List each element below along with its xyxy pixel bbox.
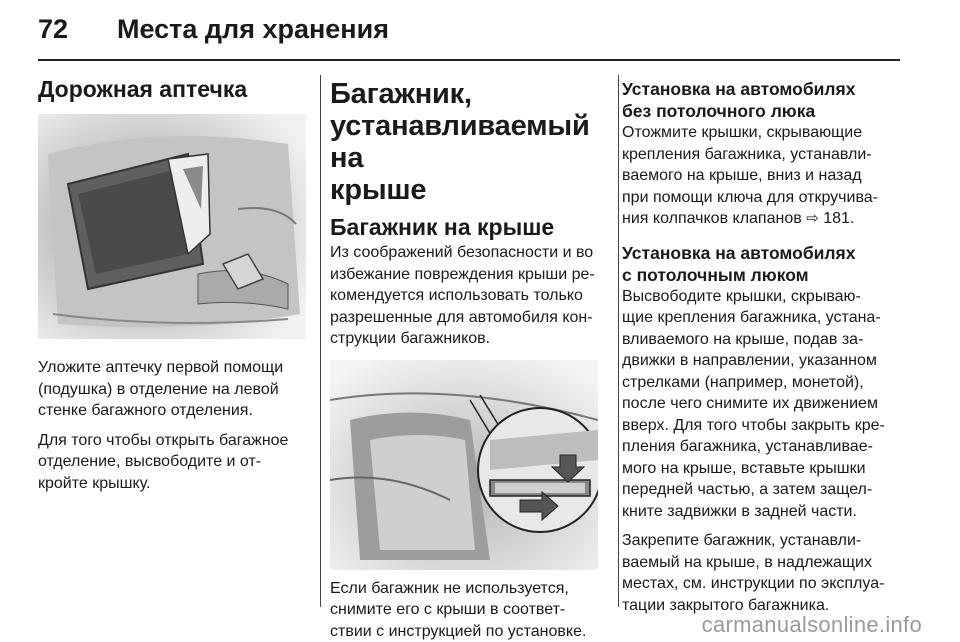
paragraph-line: избежание повреждения крыши ре- (330, 265, 595, 283)
paragraph-line: Если багажник не используется, (330, 579, 569, 597)
paragraph-line: (подушка) в отделение на левой (38, 380, 279, 398)
roof-rack-mount-illustration (330, 360, 598, 570)
subheading-line: Установка на автомобилях (622, 242, 856, 263)
first-aid-compartment-illustration (38, 114, 306, 339)
page-reference-link[interactable]: 181. (823, 210, 855, 227)
chapter-title: Места для хранения (117, 14, 389, 44)
paragraph-line: мого на крыше, вставьте крышки (622, 459, 866, 477)
paragraph-line: кройте крышку. (38, 474, 151, 492)
paragraph-line: струкции багажников. (330, 330, 491, 347)
section-heading-line: крыше (330, 174, 427, 206)
section-heading-first-aid: Дорожная аптечка (38, 76, 248, 102)
paragraph-line: вверх. Для того чтобы закрыть кре- (622, 416, 885, 434)
paragraph-line: Высвободите крышки, скрываю- (622, 287, 861, 305)
paragraph-line: движки в направлении, указанном (622, 352, 877, 369)
paragraph-line: ваемый на крыше, в надлежащих (622, 553, 872, 571)
column-roof-rack (330, 72, 605, 642)
paragraph-line: передней частью, а затем защел- (622, 481, 873, 498)
paragraph-line: местах, см. инструкции по эксплуа- (622, 575, 885, 592)
paragraph-text: ния колпачков клапанов (622, 210, 802, 227)
paragraph-line: разрешенные для автомобиля кон- (330, 308, 593, 326)
column-installation (622, 72, 912, 616)
section-heading-line: Багажник, (330, 78, 472, 110)
paragraph-line: отделение, высвободите и от- (38, 453, 262, 470)
paragraph-line: Закрепите багажник, устанавли- (622, 532, 862, 549)
paragraph-line: ствии с инструкцией по установке. (330, 622, 587, 640)
header-rule (38, 59, 900, 61)
paragraph-line: Уложите аптечку первой помощи (38, 359, 284, 376)
paragraph-line: тации закрытого багажника. (622, 596, 830, 614)
page-reference-arrow-icon: ⇨ (806, 210, 819, 227)
paragraph-line: Из соображений безопасности и во (330, 244, 594, 261)
paragraph-line: комендуется использовать только (330, 287, 583, 304)
page-header (0, 0, 960, 60)
paragraph-line: стрелками (например, монетой), (622, 373, 864, 391)
column-divider-1 (320, 75, 321, 607)
column-divider-2 (618, 75, 619, 607)
paragraph-line: после чего снимите их движением (622, 395, 878, 412)
paragraph-line: при помощи ключа для откручива- (622, 188, 878, 206)
paragraph-line: Отожмите крышки, скрывающие (622, 124, 863, 141)
subsection-heading-roof-rack: Багажник на крыше (330, 214, 555, 240)
paragraph-line: ваемого на крыше, вниз и назад (622, 167, 862, 184)
paragraph-line (622, 208, 912, 230)
paragraph-line: щие крепления багажника, устана- (622, 309, 881, 326)
subheading-line: без потолочного люка (622, 101, 816, 121)
paragraph-line: кните задвижки в задней части. (622, 502, 857, 520)
paragraph-line: крепления багажника, устанавли- (622, 145, 872, 163)
paragraph-line: Для того чтобы открыть багажное (38, 431, 289, 449)
subheading-line: с потолочным люком (622, 264, 809, 285)
paragraph-line: снимите его с крыши в соответ- (330, 601, 566, 618)
section-heading-line: устанавливаемый на (330, 110, 590, 174)
paragraph-line: стенке багажного отделения. (38, 402, 253, 419)
paragraph-line: пления багажника, устанавливае- (622, 438, 873, 455)
paragraph-line: вливаемого на крыше, подав за- (622, 330, 864, 348)
column-first-aid (38, 72, 308, 494)
subheading-line: Установка на автомобилях (622, 79, 856, 99)
page-number: 72 (38, 14, 69, 44)
watermark: carmanualsonline.info (701, 612, 922, 637)
